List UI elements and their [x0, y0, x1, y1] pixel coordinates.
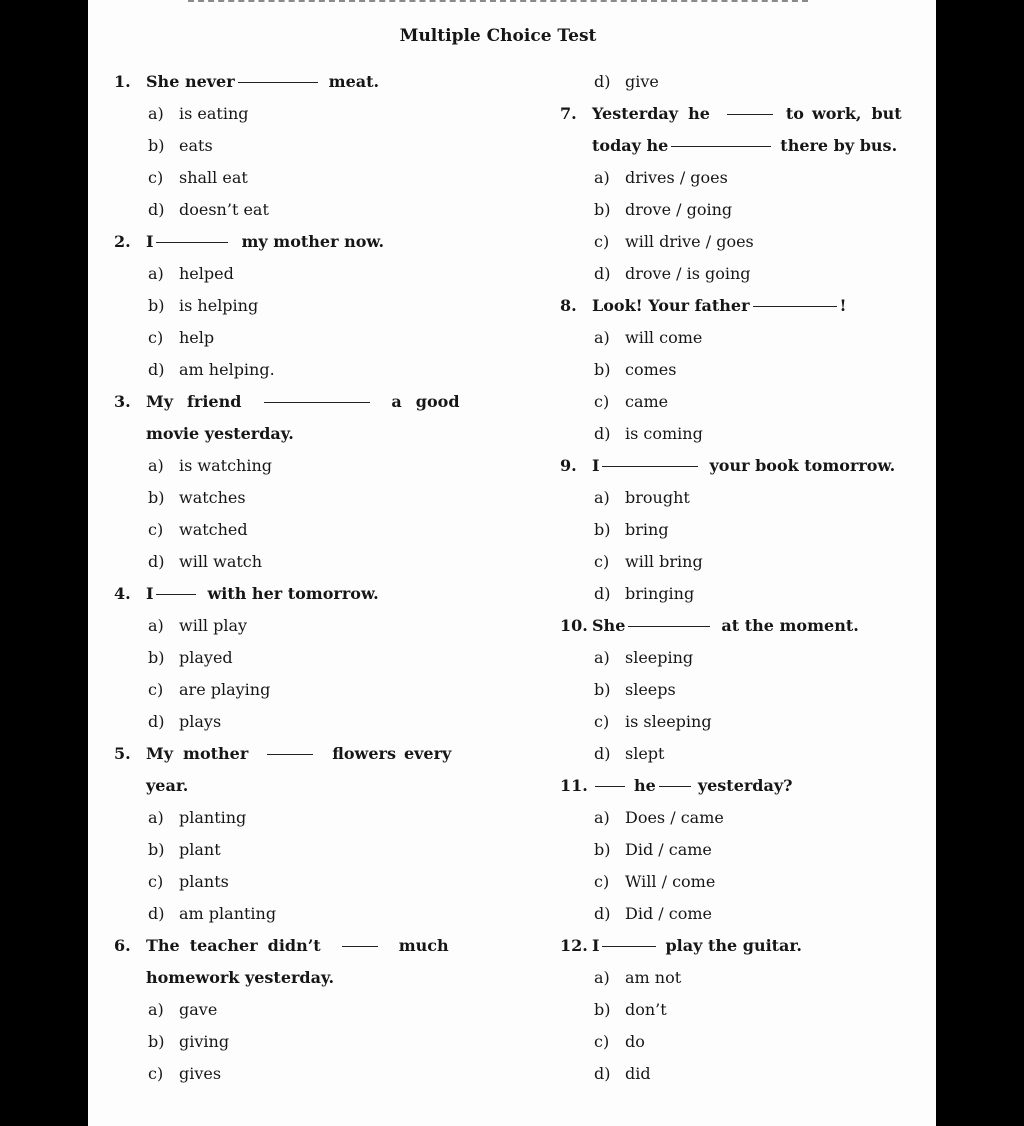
option-label: c)	[148, 520, 164, 539]
answer-option	[560, 866, 920, 898]
question-continuation	[114, 418, 474, 450]
option-label: c)	[148, 168, 164, 187]
option-text: is sleeping	[625, 712, 712, 731]
question-text: I	[146, 584, 154, 603]
option-text: am planting	[179, 904, 277, 923]
question-text: your book tomorrow.	[709, 456, 896, 475]
answer-blank	[156, 593, 196, 595]
option-label: c)	[594, 872, 610, 891]
option-label: d)	[594, 904, 611, 923]
question-number: 5.	[114, 744, 131, 763]
option-label: a)	[148, 264, 164, 283]
option-text: bringing	[625, 584, 695, 603]
answer-option	[114, 322, 474, 354]
option-text: will watch	[179, 552, 263, 571]
question-text: friend	[187, 392, 242, 411]
question-number: 9.	[560, 456, 577, 475]
answer-option	[560, 226, 920, 258]
answer-blank	[727, 113, 773, 115]
option-text: gives	[179, 1064, 222, 1083]
question-continuation	[114, 962, 474, 994]
option-text: planting	[179, 808, 247, 827]
answer-option	[114, 98, 474, 130]
option-label: d)	[148, 904, 165, 923]
answer-option	[560, 674, 920, 706]
answer-blank	[264, 401, 370, 403]
answer-option	[114, 546, 474, 578]
option-text: eats	[179, 136, 213, 155]
question-text: yesterday?	[697, 776, 793, 795]
question	[560, 450, 920, 482]
question-text: My	[146, 392, 174, 411]
answer-option	[114, 290, 474, 322]
option-label: c)	[148, 1064, 164, 1083]
option-text: brought	[625, 488, 690, 507]
answer-option	[114, 482, 474, 514]
option-text: is helping	[179, 296, 259, 315]
option-text: is watching	[179, 456, 273, 475]
question-text: She never	[146, 72, 235, 91]
option-label: b)	[594, 200, 611, 219]
answer-option	[560, 962, 920, 994]
option-label: a)	[148, 808, 164, 827]
option-text: drove / going	[625, 200, 733, 219]
option-text: will drive / goes	[625, 232, 754, 251]
answer-option	[560, 706, 920, 738]
question-text: today he	[592, 136, 669, 155]
answer-option	[560, 546, 920, 578]
answer-option	[114, 898, 474, 930]
option-label: c)	[148, 328, 164, 347]
option-text: Does / came	[625, 808, 724, 827]
question	[560, 290, 920, 322]
option-text: give	[625, 72, 659, 91]
question-text: with her tomorrow.	[207, 584, 379, 603]
question	[114, 386, 474, 418]
option-text: don’t	[625, 1000, 667, 1019]
answer-option	[560, 482, 920, 514]
answer-blank	[267, 753, 313, 755]
option-label: a)	[594, 328, 610, 347]
question-text: to	[785, 104, 804, 123]
question	[560, 610, 920, 642]
option-text: will come	[625, 328, 703, 347]
option-label: d)	[594, 424, 611, 443]
answer-option	[560, 1058, 920, 1090]
answer-option	[560, 194, 920, 226]
question	[560, 930, 920, 962]
question-text: My	[146, 744, 174, 763]
option-text: is eating	[179, 104, 249, 123]
question-text: didn’t	[267, 936, 321, 955]
answer-option	[114, 130, 474, 162]
option-text: help	[179, 328, 215, 347]
answer-option	[560, 642, 920, 674]
option-label: d)	[594, 264, 611, 283]
option-text: slept	[625, 744, 665, 763]
option-label: a)	[148, 456, 164, 475]
option-label: b)	[594, 1000, 611, 1019]
answer-option	[560, 386, 920, 418]
question-continuation	[560, 130, 920, 162]
option-label: b)	[594, 840, 611, 859]
question	[560, 770, 920, 802]
question-number: 7.	[560, 104, 577, 123]
question-number: 8.	[560, 296, 577, 315]
option-label: d)	[148, 360, 165, 379]
option-label: a)	[594, 648, 610, 667]
option-label: c)	[594, 392, 610, 411]
question-number: 12.	[560, 936, 588, 955]
question	[114, 66, 474, 98]
question	[560, 98, 920, 130]
question-text: a	[391, 392, 402, 411]
question-text: work,	[811, 104, 862, 123]
option-text: Did / come	[625, 904, 712, 923]
answer-option	[114, 194, 474, 226]
question-text: but	[871, 104, 902, 123]
option-label: b)	[148, 488, 165, 507]
question-text: mother	[183, 744, 249, 763]
answer-option	[114, 354, 474, 386]
answer-option	[114, 706, 474, 738]
option-text: gave	[179, 1000, 218, 1019]
option-label: c)	[594, 712, 610, 731]
option-text: am helping.	[179, 360, 275, 379]
option-text: sleeps	[625, 680, 676, 699]
answer-blank	[342, 945, 378, 947]
option-label: a)	[594, 488, 610, 507]
page-title: Multiple Choice Test	[399, 26, 597, 46]
answer-option	[560, 578, 920, 610]
answer-blank	[753, 305, 837, 307]
question-text: there by bus.	[780, 136, 898, 155]
option-label: a)	[148, 1000, 164, 1019]
answer-option	[560, 802, 920, 834]
option-label: b)	[594, 520, 611, 539]
question-text: teacher	[189, 936, 258, 955]
answer-option	[114, 610, 474, 642]
option-label: d)	[148, 200, 165, 219]
option-label: b)	[148, 136, 165, 155]
option-text: played	[179, 648, 233, 667]
question-text: my mother now.	[241, 232, 385, 251]
option-label: d)	[594, 744, 611, 763]
answer-option	[560, 834, 920, 866]
answer-option	[114, 802, 474, 834]
question-text: Look! Your father	[592, 296, 750, 315]
answer-blank	[659, 785, 691, 787]
answer-blank	[156, 241, 228, 243]
question	[114, 226, 474, 258]
option-text: watched	[179, 520, 248, 539]
option-label: d)	[594, 72, 611, 91]
answer-option	[560, 258, 920, 290]
option-label: c)	[594, 1032, 610, 1051]
option-text: sleeping	[625, 648, 694, 667]
option-text: helped	[179, 264, 234, 283]
option-text: are playing	[179, 680, 271, 699]
option-label: a)	[594, 808, 610, 827]
answer-option	[560, 354, 920, 386]
question-text: every	[403, 744, 452, 763]
question-text: good	[415, 392, 460, 411]
answer-option	[560, 514, 920, 546]
question-text: year.	[146, 776, 189, 795]
answer-option	[114, 834, 474, 866]
option-label: b)	[148, 1032, 165, 1051]
option-label: b)	[594, 680, 611, 699]
option-text: plant	[179, 840, 221, 859]
option-label: c)	[594, 552, 610, 571]
answer-blank	[595, 785, 625, 787]
answer-option	[560, 738, 920, 770]
answer-option	[560, 418, 920, 450]
question-number: 2.	[114, 232, 131, 251]
question-text: flowers	[332, 744, 396, 763]
answer-option	[114, 994, 474, 1026]
answer-option	[560, 1026, 920, 1058]
answer-blank	[671, 145, 771, 147]
question-number: 1.	[114, 72, 131, 91]
question-number: 4.	[114, 584, 131, 603]
answer-option	[114, 258, 474, 290]
option-label: c)	[148, 680, 164, 699]
option-label: c)	[594, 232, 610, 251]
option-label: a)	[594, 968, 610, 987]
answer-option	[114, 1058, 474, 1090]
option-text: Will / come	[625, 872, 716, 891]
option-text: doesn’t eat	[179, 200, 269, 219]
question-text: !	[839, 296, 847, 315]
question-text: movie yesterday.	[146, 424, 294, 443]
option-label: d)	[148, 552, 165, 571]
answer-option	[560, 162, 920, 194]
option-text: plants	[179, 872, 229, 891]
option-label: b)	[148, 648, 165, 667]
option-text: is coming	[625, 424, 703, 443]
right-column	[560, 66, 920, 1090]
question-text: Yesterday	[592, 104, 679, 123]
question-text: homework yesterday.	[146, 968, 335, 987]
question-continuation	[114, 770, 474, 802]
option-label: a)	[594, 168, 610, 187]
question-text: She	[592, 616, 626, 635]
answer-option	[560, 994, 920, 1026]
question-text: play the guitar.	[665, 936, 802, 955]
answer-option	[560, 322, 920, 354]
option-text: will play	[179, 616, 248, 635]
answer-option	[114, 866, 474, 898]
option-text: shall eat	[179, 168, 248, 187]
cropped-header-strip	[188, 0, 808, 6]
answer-blank	[238, 81, 318, 83]
answer-blank	[628, 625, 710, 627]
option-text: giving	[179, 1032, 230, 1051]
answer-option	[560, 66, 920, 98]
option-label: d)	[594, 1064, 611, 1083]
option-text: came	[625, 392, 669, 411]
answer-blank	[602, 465, 698, 467]
option-text: bring	[625, 520, 669, 539]
question	[114, 738, 474, 770]
test-page	[88, 0, 936, 1126]
option-text: watches	[179, 488, 246, 507]
option-text: am not	[625, 968, 682, 987]
answer-option	[114, 450, 474, 482]
option-label: b)	[148, 840, 165, 859]
question-text: I	[592, 456, 600, 475]
answer-option	[114, 514, 474, 546]
question-text: The	[146, 936, 180, 955]
question-number: 11.	[560, 776, 588, 795]
option-label: d)	[594, 584, 611, 603]
question	[114, 578, 474, 610]
question-number: 3.	[114, 392, 131, 411]
option-label: c)	[148, 872, 164, 891]
option-text: will bring	[625, 552, 703, 571]
answer-option	[114, 642, 474, 674]
question-text: at the moment.	[721, 616, 859, 635]
answer-option	[114, 1026, 474, 1058]
option-text: plays	[179, 712, 222, 731]
answer-option	[114, 674, 474, 706]
question-text: I	[146, 232, 154, 251]
option-text: drives / goes	[625, 168, 728, 187]
question-text: I	[592, 936, 600, 955]
question-number: 6.	[114, 936, 131, 955]
question-number: 10.	[560, 616, 588, 635]
answer-blank	[602, 945, 656, 947]
option-text: Did / came	[625, 840, 712, 859]
option-label: a)	[148, 616, 164, 635]
question-text: he	[634, 776, 656, 795]
question-text: he	[688, 104, 710, 123]
question-text: meat.	[328, 72, 380, 91]
option-text: did	[625, 1064, 651, 1083]
option-label: a)	[148, 104, 164, 123]
answer-option	[560, 898, 920, 930]
question	[114, 930, 474, 962]
option-label: b)	[594, 360, 611, 379]
option-label: d)	[148, 712, 165, 731]
option-text: comes	[625, 360, 677, 379]
answer-option	[114, 162, 474, 194]
option-text: drove / is going	[625, 264, 751, 283]
option-text: do	[625, 1032, 645, 1051]
left-column	[114, 66, 474, 1090]
question-text: much	[398, 936, 449, 955]
option-label: b)	[148, 296, 165, 315]
